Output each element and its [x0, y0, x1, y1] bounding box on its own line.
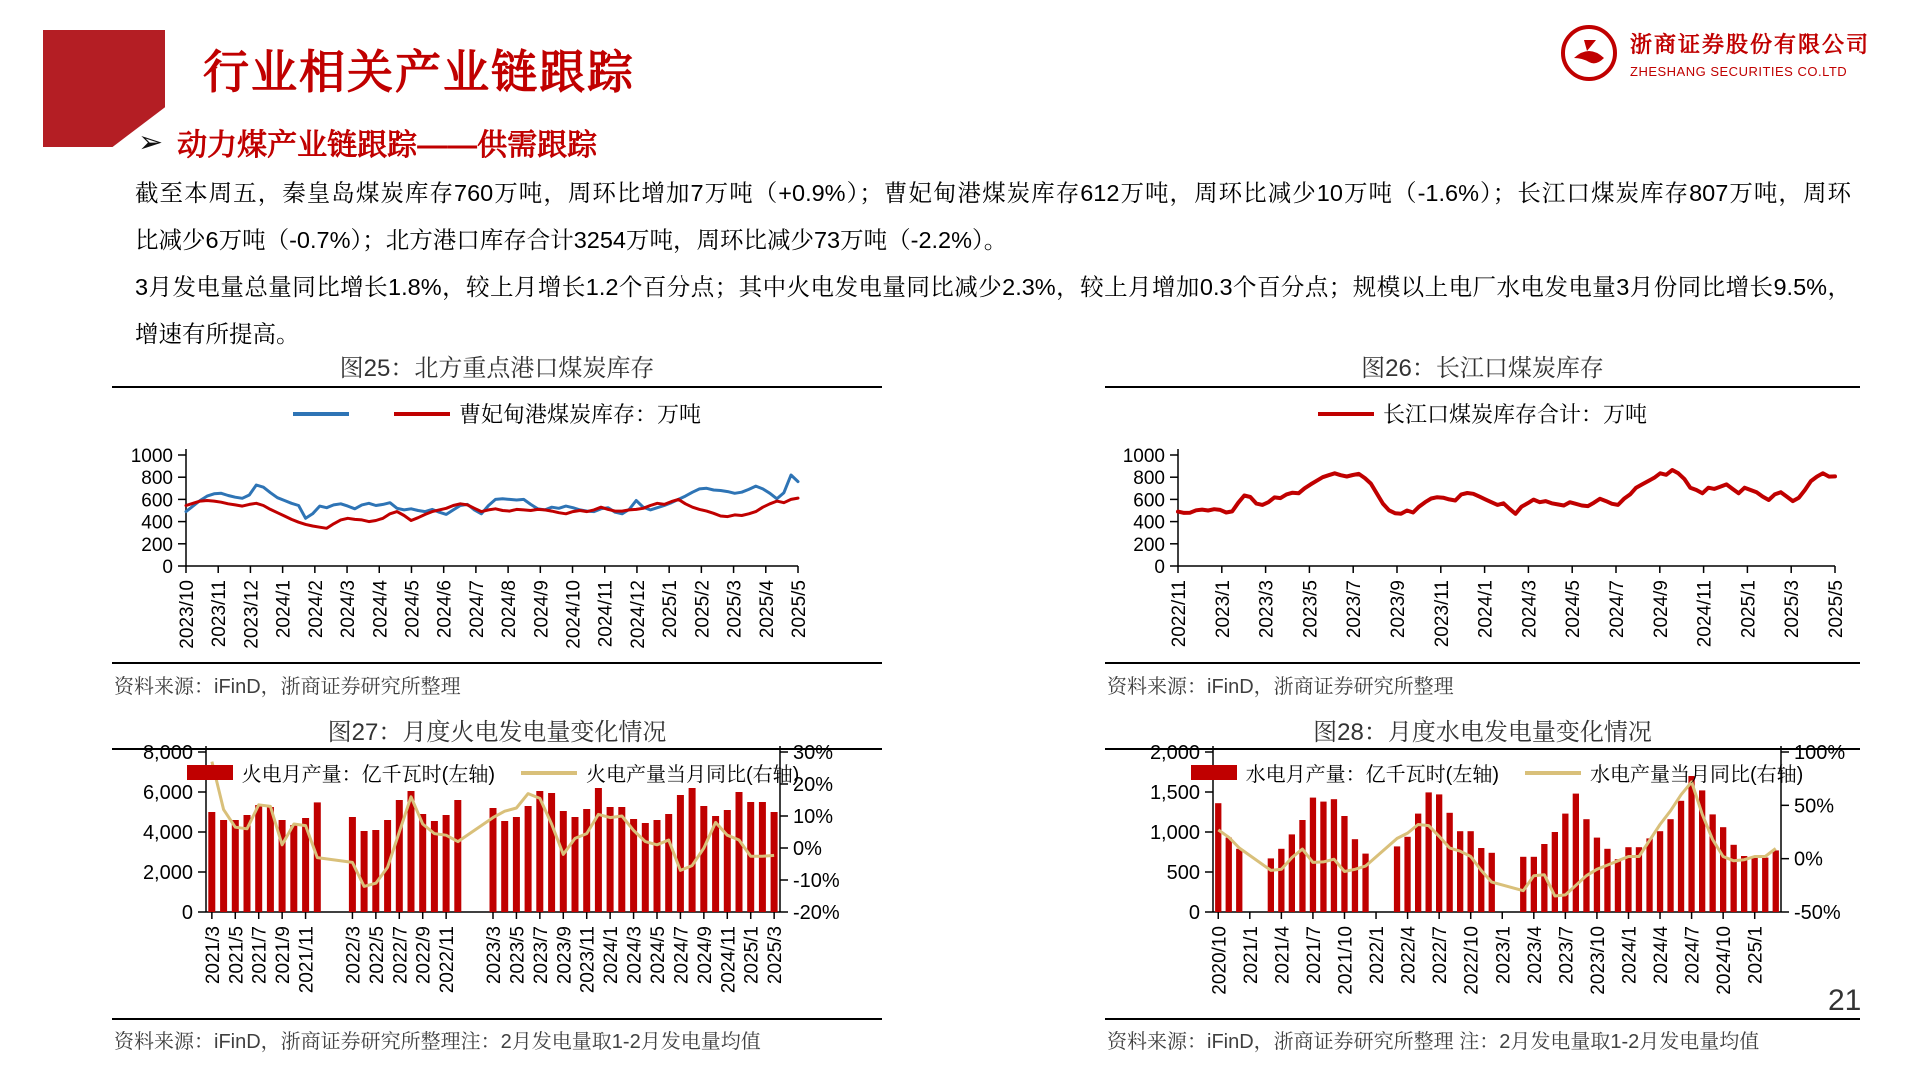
svg-text:2024/9: 2024/9	[531, 580, 553, 639]
svg-text:2021/7: 2021/7	[249, 926, 271, 985]
svg-text:2022/11: 2022/11	[1169, 580, 1190, 648]
chart-legend	[112, 398, 882, 429]
svg-text:400: 400	[1133, 512, 1165, 534]
chart-legend	[206, 758, 800, 787]
svg-text:20%: 20%	[793, 774, 834, 796]
legend-item	[187, 758, 495, 787]
body-line: 增速有所提高。	[135, 321, 300, 347]
svg-text:2025/3: 2025/3	[1782, 580, 1804, 639]
svg-text:30%: 30%	[793, 744, 834, 764]
chart-panel-27	[112, 712, 882, 1057]
line-swatch-icon	[394, 412, 450, 416]
svg-text:2023/9: 2023/9	[554, 926, 576, 985]
brand-text	[1630, 28, 1870, 79]
legend-item	[521, 758, 799, 787]
svg-text:2024/5: 2024/5	[1563, 580, 1585, 639]
brand-name-cn: 浙商证券股份有限公司	[1630, 31, 1871, 57]
source-note: 资料来源：iFinD，浙商证券研究所整理注：2月发电量取1-2月发电量均值	[114, 1031, 761, 1053]
svg-text:2022/3: 2022/3	[343, 926, 365, 985]
svg-text:2022/11: 2022/11	[437, 926, 459, 994]
section-bullet	[138, 120, 597, 164]
svg-text:600: 600	[141, 490, 173, 512]
svg-text:2022/4: 2022/4	[1398, 926, 1420, 985]
svg-text:2024/12: 2024/12	[627, 580, 649, 649]
svg-text:2024/7: 2024/7	[466, 580, 488, 639]
svg-text:2024/4: 2024/4	[370, 580, 392, 639]
svg-text:2024/1: 2024/1	[1475, 580, 1497, 639]
svg-text:2023/11: 2023/11	[577, 926, 599, 994]
body-line: 截至本周五，秦皇岛煤炭库存760万吨，周环比增加7万吨（+0.9%）；曹妃甸港煤炭库存612万吨，周环比减少10万吨（-1.6%）；长江口煤炭库存807万吨，周环	[135, 180, 1851, 206]
svg-text:50%: 50%	[1794, 795, 1835, 818]
svg-text:2,000: 2,000	[142, 862, 193, 884]
svg-text:2023/10: 2023/10	[1587, 926, 1609, 995]
chart-title: 图28：月度水电发电量变化情况	[1313, 719, 1652, 746]
svg-text:800: 800	[141, 468, 173, 490]
svg-text:-20%: -20%	[793, 902, 840, 924]
svg-text:2023/5: 2023/5	[1300, 580, 1322, 639]
svg-text:0: 0	[1154, 557, 1165, 578]
divider	[112, 662, 882, 664]
svg-text:2024/7: 2024/7	[1682, 926, 1704, 985]
svg-text:2021/4: 2021/4	[1272, 926, 1294, 985]
svg-text:2023/1: 2023/1	[1212, 580, 1234, 639]
svg-text:1,000: 1,000	[1149, 822, 1200, 844]
svg-text:2023/9: 2023/9	[1388, 580, 1409, 639]
svg-text:2024/11: 2024/11	[718, 926, 740, 994]
svg-text:2025/5: 2025/5	[1826, 580, 1847, 639]
legend-label: 水电月产量：亿千瓦时(左轴)	[1245, 764, 1499, 786]
svg-text:2023/1: 2023/1	[1493, 926, 1515, 985]
svg-text:2024/6: 2024/6	[434, 580, 456, 639]
svg-text:2024/7: 2024/7	[671, 926, 693, 985]
svg-text:2024/9: 2024/9	[694, 926, 716, 985]
svg-text:2022/1: 2022/1	[1367, 926, 1389, 985]
chart-panel-25	[112, 348, 882, 710]
svg-text:2024/10: 2024/10	[1714, 926, 1736, 995]
chart-title: 图25：北方重点港口煤炭库存	[339, 355, 655, 382]
svg-text:2023/4: 2023/4	[1524, 926, 1546, 985]
svg-text:2024/5: 2024/5	[402, 580, 424, 639]
svg-text:2023/11: 2023/11	[1431, 580, 1453, 648]
svg-text:2021/7: 2021/7	[1303, 926, 1325, 985]
svg-text:2024/1: 2024/1	[601, 926, 623, 985]
svg-text:1000: 1000	[1122, 446, 1165, 467]
svg-text:-50%: -50%	[1794, 902, 1841, 924]
line-swatch-icon	[1318, 412, 1374, 416]
svg-text:2024/8: 2024/8	[499, 580, 521, 639]
svg-text:10%: 10%	[793, 806, 834, 828]
svg-text:2,000: 2,000	[1149, 744, 1200, 764]
svg-text:2025/1: 2025/1	[1745, 926, 1767, 985]
legend-item	[1318, 398, 1647, 429]
svg-text:2024/3: 2024/3	[338, 580, 360, 639]
svg-text:2022/10: 2022/10	[1461, 926, 1483, 995]
svg-text:2024/11: 2024/11	[595, 580, 617, 648]
svg-text:2021/3: 2021/3	[202, 926, 224, 985]
source-note: 资料来源：iFinD，浙商证券研究所整理 注：2月发电量取1-2月发电量均值	[1107, 1031, 1760, 1053]
brand-logo	[1560, 24, 1870, 82]
svg-text:2024/5: 2024/5	[648, 926, 669, 985]
body-line: 比减少6万吨（-0.7%）；北方港口库存合计3254万吨，周环比减少73万吨（-2.2%）。	[135, 227, 1008, 253]
svg-text:1,500: 1,500	[1149, 782, 1200, 804]
svg-text:200: 200	[141, 534, 173, 556]
svg-text:2023/3: 2023/3	[484, 926, 505, 985]
svg-text:6,000: 6,000	[142, 782, 193, 804]
chart-legend	[1105, 398, 1860, 429]
legend-label: 火电月产量：亿千瓦时(左轴)	[241, 764, 495, 786]
svg-text:2021/11: 2021/11	[296, 926, 318, 994]
divider	[112, 386, 882, 388]
svg-text:2024/10: 2024/10	[563, 580, 585, 649]
svg-text:2022/5: 2022/5	[366, 926, 388, 985]
chart-25-plot	[112, 432, 882, 667]
divider	[1105, 1018, 1860, 1020]
brand-name-en: ZHESHANG SECURITIES CO.LTD	[1630, 63, 1848, 79]
svg-text:2024/1: 2024/1	[1619, 926, 1641, 985]
svg-text:0%: 0%	[1794, 848, 1823, 871]
body-line: 3月发电量总量同比增长1.8%，较上月增长1.2个百分点；其中火电发电量同比减少2.3%，较上月增加0.3个百分点；规模以上电厂水电发电量3月份同比增长9.5%，	[135, 274, 1851, 300]
svg-text:2025/3: 2025/3	[724, 580, 746, 639]
chart-panel-26	[1105, 348, 1860, 710]
svg-text:2023/5: 2023/5	[507, 926, 529, 985]
line-swatch-icon	[1525, 771, 1581, 775]
svg-text:600: 600	[1133, 490, 1165, 512]
chart-title: 图27：月度火电发电量变化情况	[327, 719, 667, 746]
svg-text:2023/11: 2023/11	[209, 580, 231, 648]
svg-text:2025/5: 2025/5	[789, 580, 810, 639]
legend-item	[1191, 758, 1499, 787]
svg-text:200: 200	[1133, 534, 1165, 556]
chart-panel-28	[1105, 712, 1860, 1057]
svg-text:2023/7: 2023/7	[1556, 926, 1578, 985]
svg-text:2024/7: 2024/7	[1607, 580, 1628, 639]
svg-text:400: 400	[141, 512, 173, 534]
svg-text:500: 500	[1166, 862, 1200, 884]
svg-text:2021/1: 2021/1	[1240, 926, 1262, 985]
svg-text:2025/1: 2025/1	[1738, 580, 1760, 639]
source-note: 资料来源：iFinD，浙商证券研究所整理	[114, 676, 461, 698]
svg-text:2023/3: 2023/3	[1256, 580, 1278, 639]
svg-text:2023/7: 2023/7	[1344, 580, 1366, 639]
source-note: 资料来源：iFinD，浙商证券研究所整理	[1107, 676, 1454, 698]
svg-text:2025/4: 2025/4	[756, 580, 778, 639]
svg-text:4,000: 4,000	[142, 822, 193, 844]
legend-label: 长江口煤炭库存合计：万吨	[1382, 402, 1647, 427]
page-title: 行业相关产业链跟踪	[203, 46, 635, 98]
svg-text:2020/10: 2020/10	[1209, 926, 1231, 995]
svg-text:0: 0	[162, 557, 173, 578]
svg-text:2021/10: 2021/10	[1335, 926, 1357, 995]
svg-text:0: 0	[1188, 902, 1200, 924]
line-swatch-icon	[293, 412, 349, 416]
bar-swatch-icon	[187, 765, 233, 780]
summary-text	[135, 170, 1851, 358]
svg-text:800: 800	[1133, 468, 1165, 490]
svg-text:2025/2: 2025/2	[692, 580, 714, 639]
bar-swatch-icon	[1191, 765, 1237, 780]
page-number: 21	[1828, 984, 1862, 1017]
chart-26-plot	[1105, 432, 1860, 667]
svg-text:2025/3: 2025/3	[765, 926, 787, 985]
legend-item	[394, 398, 701, 429]
svg-text:2025/1: 2025/1	[741, 926, 763, 985]
legend-item	[1525, 758, 1803, 787]
svg-text:100%: 100%	[1794, 744, 1846, 764]
legend-label: 曹妃甸港煤炭库存：万吨	[458, 402, 701, 427]
section-subtitle: 动力煤产业链跟踪——供需跟踪	[177, 129, 598, 162]
svg-text:2024/9: 2024/9	[1650, 580, 1672, 639]
svg-text:1000: 1000	[130, 446, 173, 467]
chart-title: 图26：长江口煤炭库存	[1361, 355, 1604, 382]
arrow-bullet-icon: ➢	[138, 125, 164, 159]
divider	[1105, 662, 1860, 664]
svg-text:2024/2: 2024/2	[305, 580, 327, 639]
svg-text:2021/5: 2021/5	[226, 926, 248, 985]
line-swatch-icon	[521, 771, 577, 775]
svg-text:2024/4: 2024/4	[1651, 926, 1673, 985]
legend-label: 水电产量当月同比(右轴)	[1590, 764, 1804, 786]
svg-text:-10%: -10%	[793, 870, 840, 892]
divider	[112, 1018, 882, 1020]
svg-text:2022/7: 2022/7	[1430, 926, 1452, 985]
svg-text:2024/3: 2024/3	[1519, 580, 1541, 639]
zheshang-logo-icon	[1560, 24, 1618, 82]
svg-text:2025/1: 2025/1	[660, 580, 682, 639]
legend-label: 火电产量当月同比(右轴)	[586, 764, 800, 786]
svg-text:2024/1: 2024/1	[273, 580, 295, 639]
legend-item	[293, 412, 358, 416]
svg-text:2024/3: 2024/3	[624, 926, 646, 985]
svg-text:0%: 0%	[793, 838, 822, 860]
svg-text:0: 0	[181, 902, 193, 924]
svg-text:2023/12: 2023/12	[241, 580, 263, 649]
svg-text:2021/9: 2021/9	[273, 926, 295, 985]
chart-legend	[1213, 758, 1804, 787]
divider	[1105, 386, 1860, 388]
svg-text:8,000: 8,000	[142, 744, 193, 764]
svg-text:2024/11: 2024/11	[1694, 580, 1716, 648]
svg-text:2023/10: 2023/10	[177, 580, 198, 649]
svg-text:2022/7: 2022/7	[390, 926, 412, 985]
svg-text:2023/7: 2023/7	[530, 926, 552, 985]
svg-text:2022/9: 2022/9	[413, 926, 435, 985]
